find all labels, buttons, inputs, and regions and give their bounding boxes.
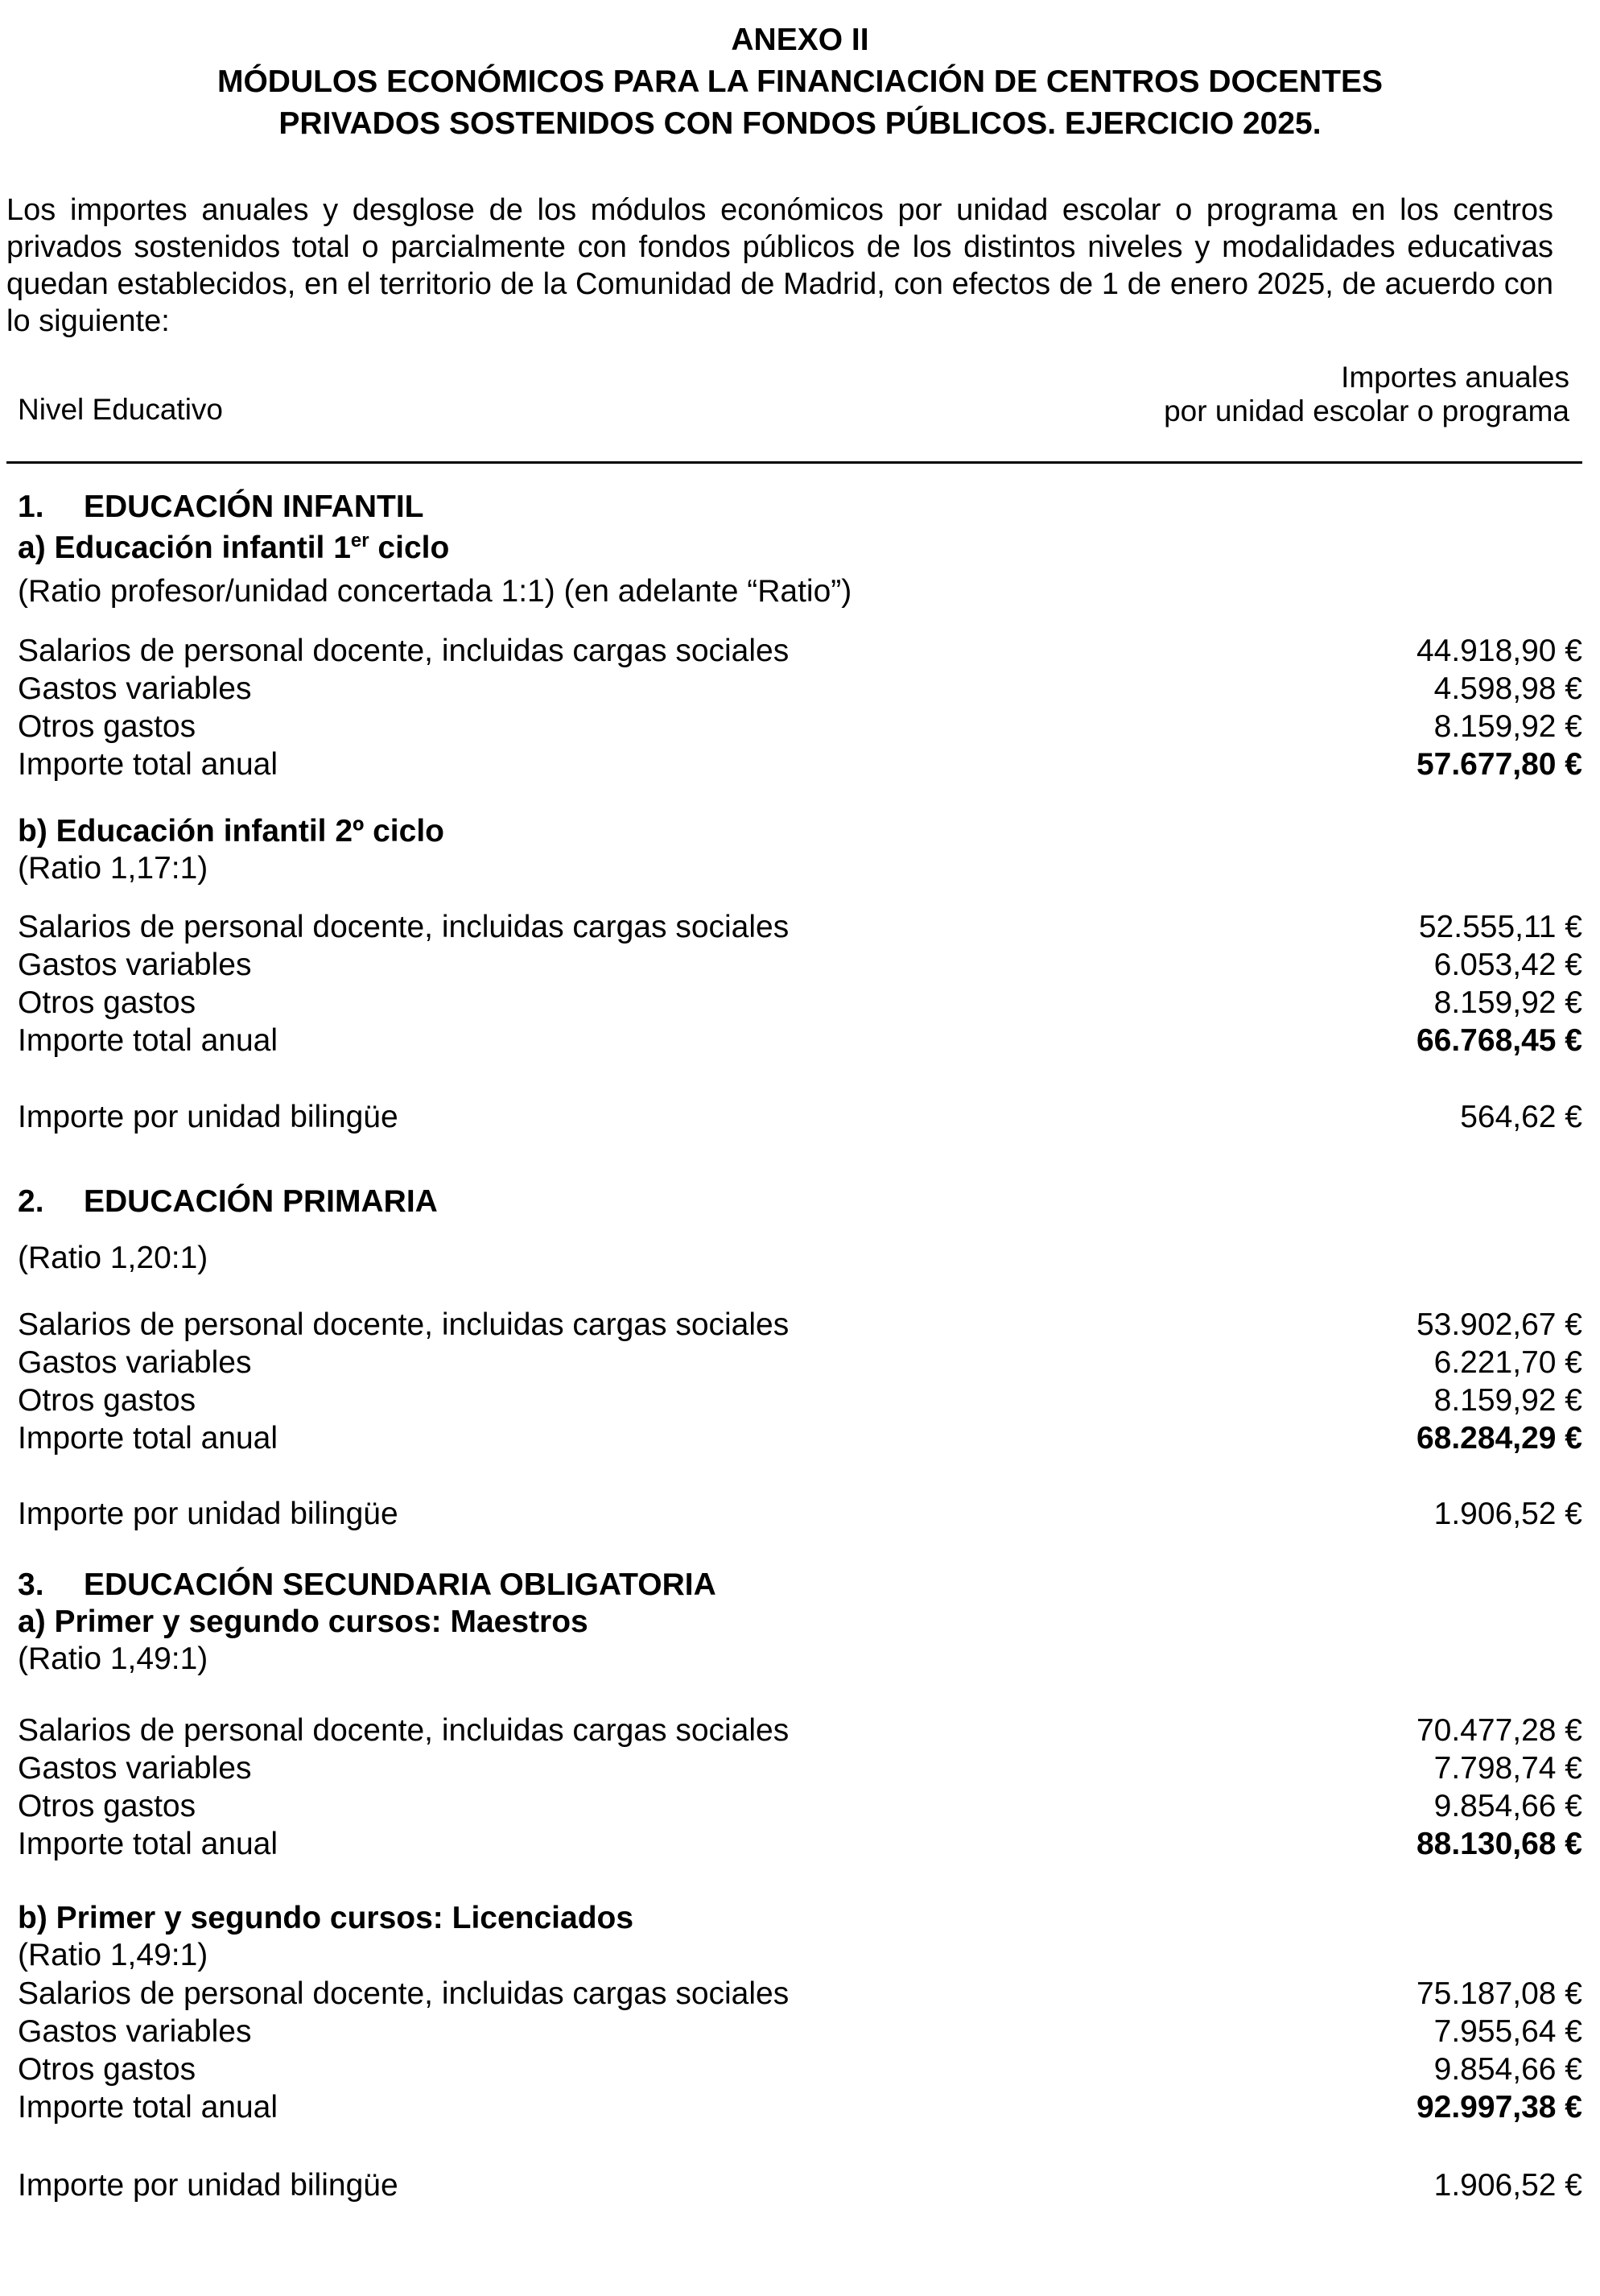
row-value-variables: 6.053,42 € [1433, 948, 1582, 982]
ratio-note: (Ratio profesor/unidad concertada 1:1) (en adelante “Ratio”) [18, 574, 852, 609]
column-header-amounts-line1: Importes anuales [1341, 361, 1569, 394]
section-title: EDUCACIÓN SECUNDARIA OBLIGATORIA [84, 1567, 716, 1602]
row-label-bilingue: Importe por unidad bilingüe [18, 1100, 398, 1134]
row-label-otros: Otros gastos [18, 1789, 196, 1823]
row-value-variables: 6.221,70 € [1433, 1345, 1582, 1380]
row-value-total: 66.768,45 € [1416, 1023, 1582, 1058]
subsection-title: a) Educación infantil 1 [18, 531, 351, 565]
row-label-otros: Otros gastos [18, 1383, 196, 1418]
section-number: 2. [18, 1184, 44, 1219]
ratio-note: (Ratio 1,20:1) [18, 1241, 208, 1275]
row-value-bilingue: 1.906,52 € [1433, 2168, 1582, 2203]
document-title-line2: PRIVADOS SOSTENIDOS CON FONDOS PÚBLICOS. EJERCICIO 2025. [278, 106, 1322, 141]
column-header-amounts [1164, 361, 1569, 428]
row-label-variables: Gastos variables [18, 1751, 252, 1786]
subsection-title-suffix: ciclo [369, 531, 450, 565]
row-value-salarios: 53.902,67 € [1416, 1307, 1582, 1342]
section-number: 3. [18, 1567, 44, 1602]
row-label-variables: Gastos variables [18, 671, 252, 706]
section-number: 1. [18, 489, 44, 524]
section-2-heading [18, 1183, 438, 1220]
row-value-total: 57.677,80 € [1416, 747, 1582, 782]
row-label-variables: Gastos variables [18, 2014, 252, 2049]
row-value-total: 92.997,38 € [1416, 2090, 1582, 2125]
row-value-salarios: 52.555,11 € [1418, 910, 1582, 944]
row-label-salarios: Salarios de personal docente, incluidas cargas sociales [18, 910, 790, 944]
subsection-3b-heading: b) Primer y segundo cursos: Licenciados [18, 1901, 634, 1935]
row-label-total: Importe total anual [18, 2090, 278, 2125]
header-divider [6, 461, 1582, 464]
row-value-otros: 8.159,92 € [1433, 985, 1582, 1020]
row-value-salarios: 70.477,28 € [1416, 1713, 1582, 1748]
row-value-variables: 7.798,74 € [1433, 1751, 1582, 1786]
column-header-level: Nivel Educativo [18, 393, 224, 426]
row-label-salarios: Salarios de personal docente, incluidas cargas sociales [18, 634, 790, 668]
ratio-note: (Ratio 1,49:1) [18, 1641, 208, 1676]
row-label-total: Importe total anual [18, 747, 278, 782]
ratio-note: (Ratio 1,49:1) [18, 1938, 208, 1972]
row-value-salarios: 44.918,90 € [1416, 634, 1582, 668]
section-title: EDUCACIÓN INFANTIL [84, 489, 424, 524]
row-value-bilingue: 564,62 € [1460, 1100, 1582, 1134]
column-header-amounts-line2: por unidad escolar o programa [1164, 394, 1569, 427]
row-label-otros: Otros gastos [18, 2052, 196, 2087]
row-label-total: Importe total anual [18, 1023, 278, 1058]
row-value-otros: 8.159,92 € [1433, 709, 1582, 744]
row-value-total: 88.130,68 € [1416, 1827, 1582, 1861]
section-3-heading [18, 1567, 716, 1604]
row-value-salarios: 75.187,08 € [1416, 1976, 1582, 2011]
row-value-otros: 9.854,66 € [1433, 1789, 1582, 1823]
row-label-otros: Otros gastos [18, 709, 196, 744]
row-label-salarios: Salarios de personal docente, incluidas cargas sociales [18, 1307, 790, 1342]
row-label-bilingue: Importe por unidad bilingüe [18, 1497, 398, 1531]
row-value-variables: 7.955,64 € [1433, 2014, 1582, 2049]
row-label-salarios: Salarios de personal docente, incluidas cargas sociales [18, 1713, 790, 1748]
row-value-variables: 4.598,98 € [1433, 671, 1582, 706]
subsection-1a-heading [18, 530, 449, 567]
subsection-3a-heading: a) Primer y segundo cursos: Maestros [18, 1604, 588, 1639]
row-value-otros: 8.159,92 € [1433, 1383, 1582, 1418]
section-title: EDUCACIÓN PRIMARIA [84, 1184, 438, 1219]
row-label-otros: Otros gastos [18, 985, 196, 1020]
superscript: er [350, 530, 369, 551]
row-value-total: 68.284,29 € [1416, 1421, 1582, 1456]
row-label-variables: Gastos variables [18, 1345, 252, 1380]
annex-title: ANEXO II [731, 23, 869, 57]
section-1-heading [18, 489, 424, 526]
ratio-note: (Ratio 1,17:1) [18, 851, 208, 886]
row-label-total: Importe total anual [18, 1421, 278, 1456]
row-value-bilingue: 1.906,52 € [1433, 1497, 1582, 1531]
document-title-line1: MÓDULOS ECONÓMICOS PARA LA FINANCIACIÓN DE CENTROS DOCENTES [216, 64, 1384, 99]
row-label-total: Importe total anual [18, 1827, 278, 1861]
row-label-bilingue: Importe por unidad bilingüe [18, 2168, 398, 2203]
row-label-salarios: Salarios de personal docente, incluidas cargas sociales [18, 1976, 790, 2011]
subsection-1b-heading: b) Educación infantil 2º ciclo [18, 814, 444, 849]
row-value-otros: 9.854,66 € [1433, 2052, 1582, 2087]
intro-paragraph: Los importes anuales y desglose de los módulos económicos por unidad escolar o programa en los centros privados sostenidos total o parcialmente con fondos públicos de los distintos niveles y modalidades educativas quedan establecidos, en el territorio de la Comunidad de Madrid, con efectos de 1 de enero 2025, de acuerdo con lo siguiente: [6, 193, 1553, 338]
row-label-variables: Gastos variables [18, 948, 252, 982]
